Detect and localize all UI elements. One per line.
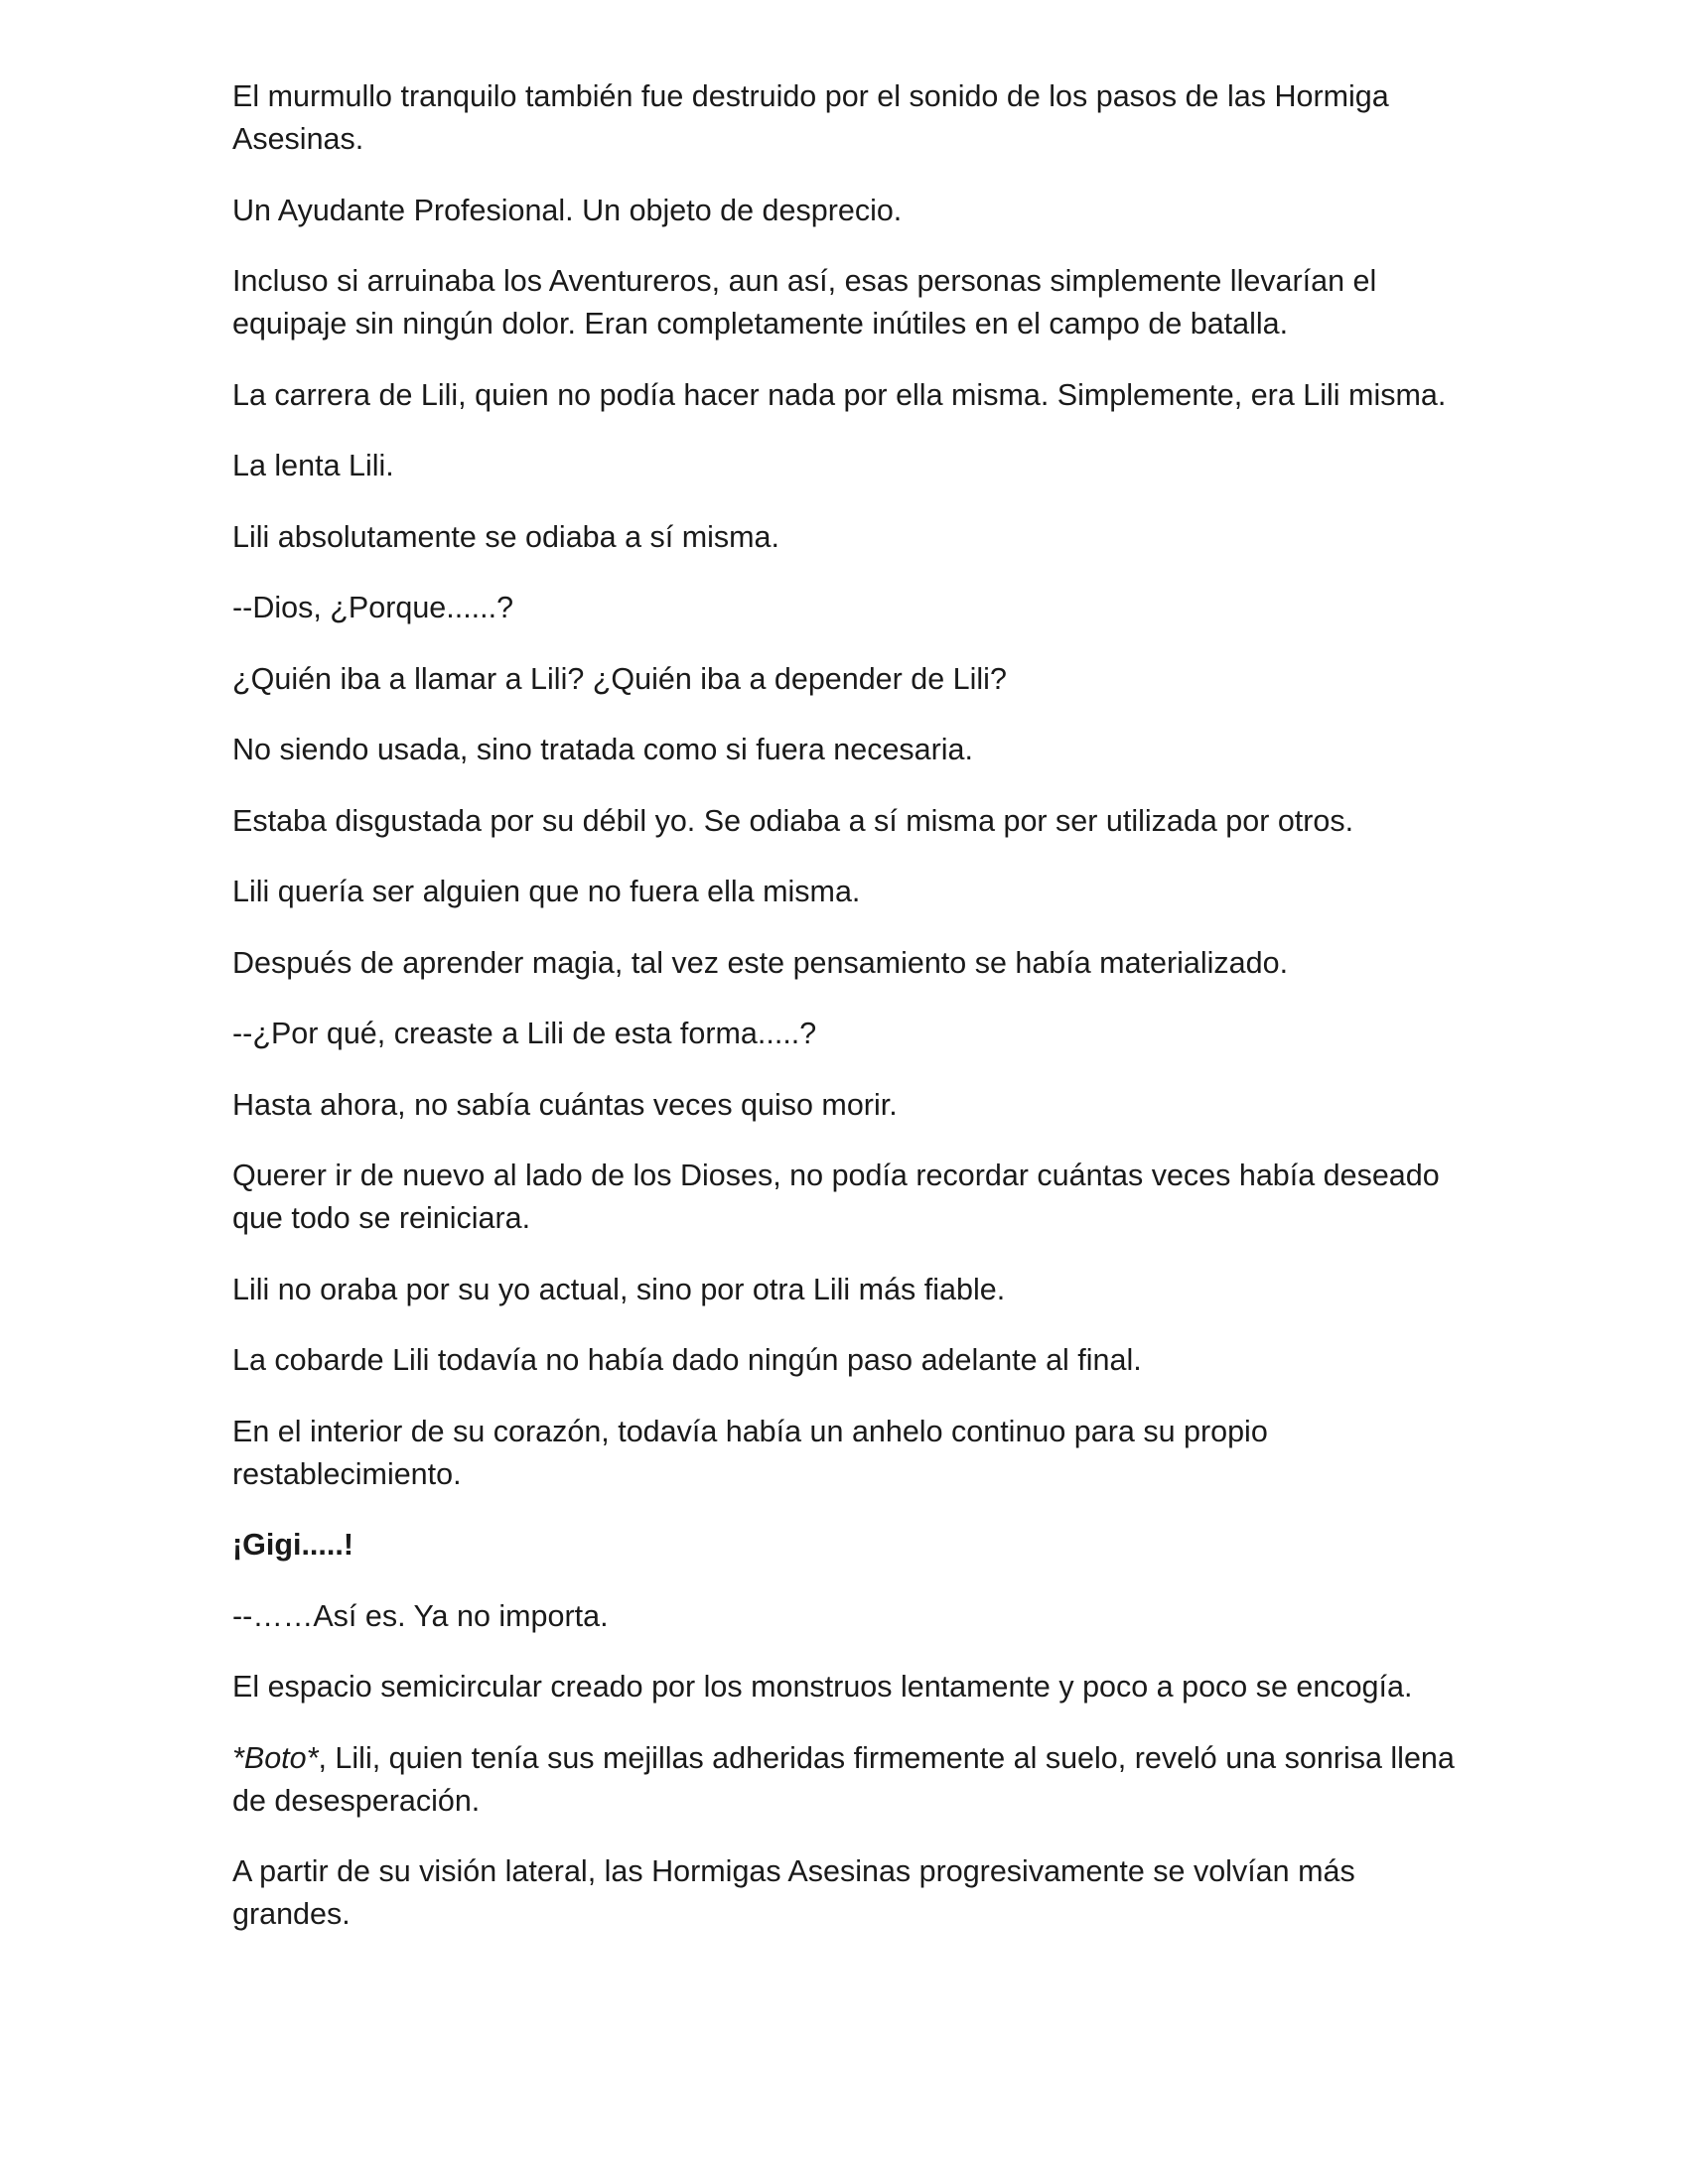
paragraph: Un Ayudante Profesional. Un objeto de desprecio. — [232, 193, 903, 227]
paragraph: Lili absolutamente se odiaba a sí misma. — [232, 519, 779, 554]
paragraph: Después de aprender magia, tal vez este pensamiento se había materializado. — [232, 945, 1289, 980]
paragraph: --¿Por qué, creaste a Lili de esta forma.....? — [232, 1017, 817, 1050]
paragraph: En el interior de su corazón, todavía había un anhelo continuo para su propio restablecimiento. — [232, 1414, 1268, 1491]
paragraph: El espacio semicircular creado por los monstruos lentamente y poco a poco se encogía. — [232, 1670, 1413, 1704]
paragraph: Querer ir de nuevo al lado de los Dioses, no podía recordar cuántas veces había deseado que todo se reiniciara. — [232, 1159, 1440, 1235]
paragraph: El murmullo tranquilo también fue destruido por el sonido de los pasos de las Hormiga Asesinas. — [232, 79, 1389, 156]
sound-effect-emphasis: *Boto* — [232, 1740, 319, 1775]
paragraph-text: , Lili, quien tenía sus mejillas adheridas firmemente al suelo, reveló una sonrisa llena de desesperación. — [232, 1740, 1455, 1818]
paragraph: La lenta Lili. — [232, 449, 394, 482]
paragraph-boto — [232, 1737, 1464, 1823]
paragraph: Incluso si arruinaba los Aventureros, aun así, esas personas simplemente llevarían el equipaje sin ningún dolor. Eran completamente inútiles en el campo de batalla. — [232, 264, 1377, 341]
paragraph: No siendo usada, sino tratada como si fuera necesaria. — [232, 733, 973, 766]
paragraph: ¿Quién iba a llamar a Lili? ¿Quién iba a depender de Lili? — [232, 661, 1007, 696]
paragraph: Lili quería ser alguien que no fuera ella misma. — [232, 875, 861, 908]
paragraph: La cobarde Lili todavía no había dado ningún paso adelante al final. — [232, 1343, 1142, 1377]
paragraph: Hasta ahora, no sabía cuántas veces quiso morir. — [232, 1087, 898, 1122]
paragraph: La carrera de Lili, quien no podía hacer nada por ella misma. Simplemente, era Lili misma. — [232, 377, 1447, 412]
paragraph: Estaba disgustada por su débil yo. Se odiaba a sí misma por ser utilizada por otros. — [232, 803, 1354, 838]
paragraph: --Dios, ¿Porque......? — [232, 591, 514, 624]
paragraph: --……Así es. Ya no importa. — [232, 1598, 609, 1633]
paragraph: Lili no oraba por su yo actual, sino por otra Lili más fiable. — [232, 1272, 1006, 1306]
bold-exclamation: ¡Gigi.....! — [232, 1528, 353, 1562]
paragraph: A partir de su visión lateral, las Hormigas Asesinas progresivamente se volvían más grandes. — [232, 1854, 1355, 1931]
document-page — [232, 75, 1464, 1965]
